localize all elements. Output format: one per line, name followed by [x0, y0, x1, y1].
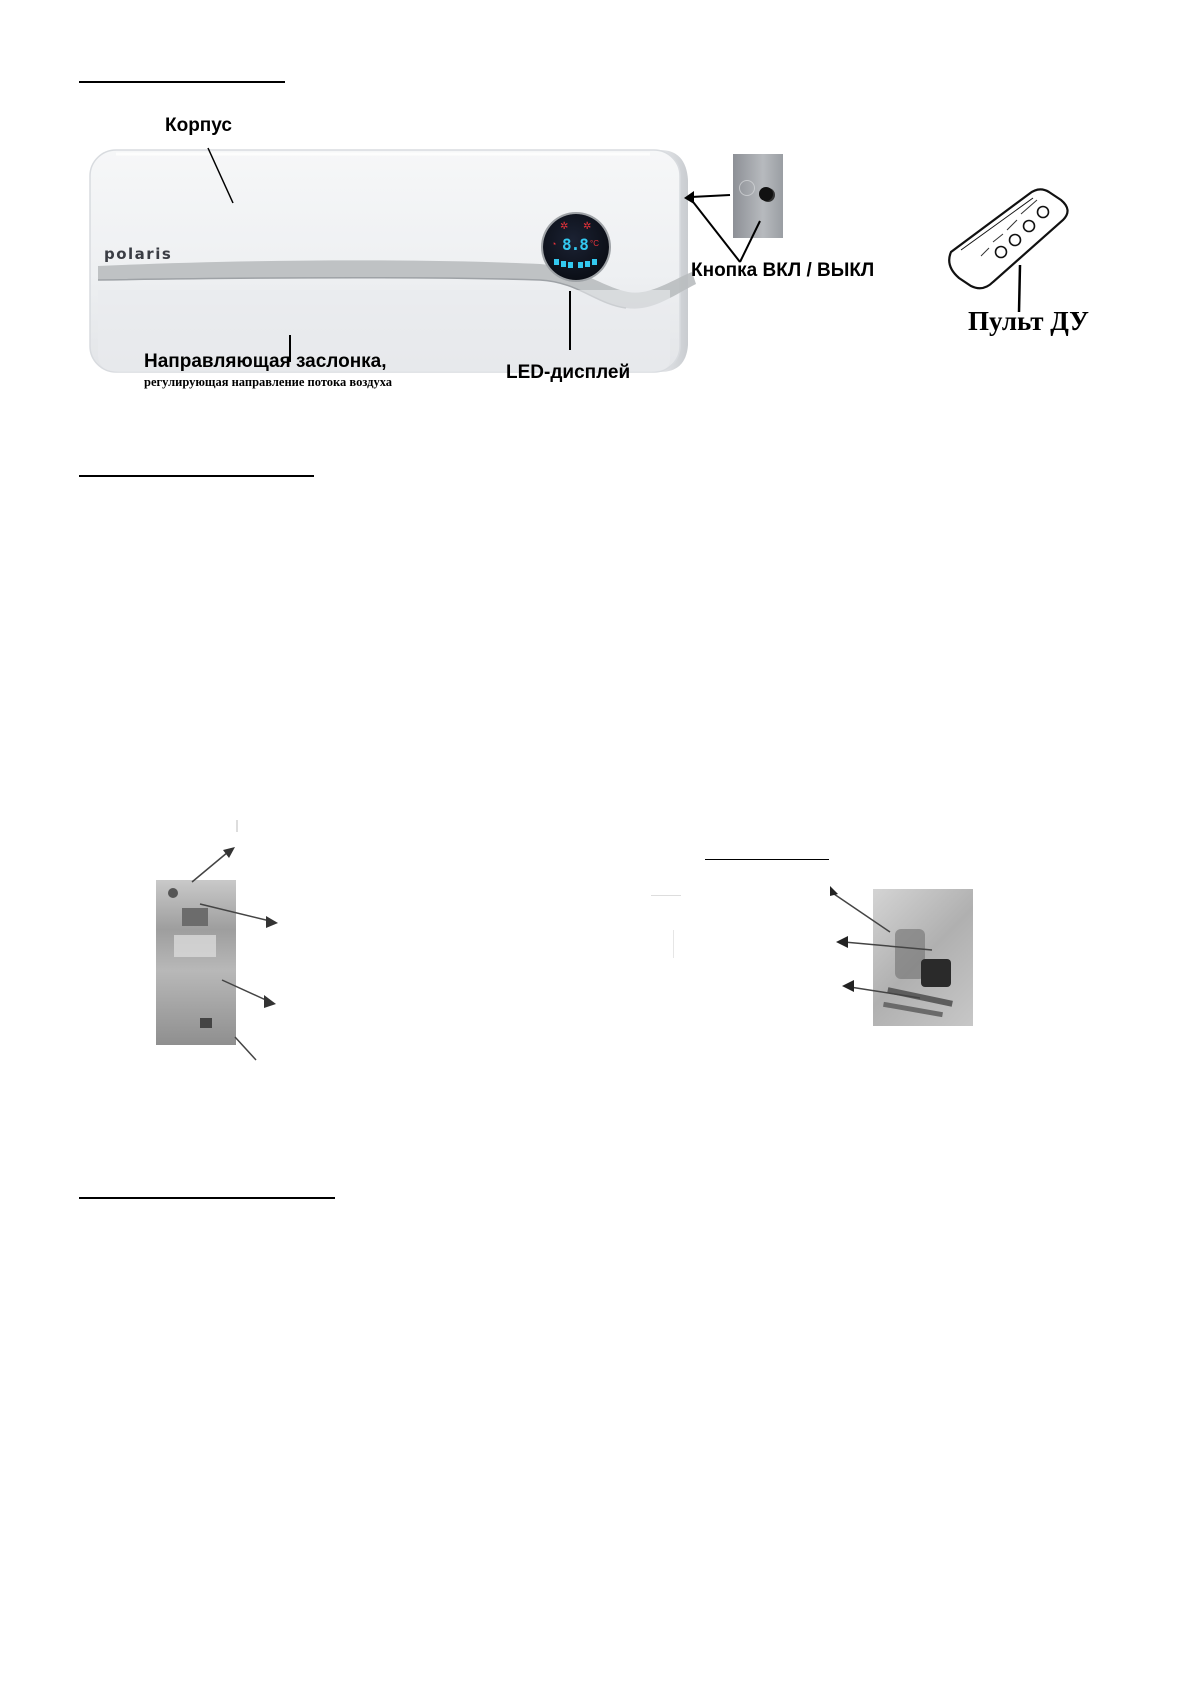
bracket-arrows: [140, 820, 460, 1080]
power-button-label: Кнопка ВКЛ / ВЫКЛ: [691, 260, 875, 281]
section-3-heading-underline: [79, 1197, 335, 1199]
accessories-heading-underline: [705, 859, 829, 860]
display-unit: °C: [590, 239, 599, 248]
faint-mark: [651, 895, 681, 896]
section-2-heading-underline: [79, 475, 314, 477]
housing-label: Корпус: [165, 115, 232, 136]
faint-mark: [673, 930, 674, 958]
heat-icon: ✲: [560, 221, 569, 232]
timer-icon: ◔: [551, 239, 557, 249]
display-value: 8.8: [562, 235, 588, 254]
led-display-label: LED-дисплей: [506, 362, 631, 383]
heat-icon-2: ✲: [583, 221, 592, 232]
louver-label: Направляющая заслонка,: [144, 351, 387, 372]
brand-logo: polaris: [104, 245, 173, 263]
louver-sublabel: регулирующая направление потока воздуха: [144, 375, 393, 389]
accessory-arrows: [820, 880, 980, 1040]
remote-label: Пульт ДУ: [968, 306, 1089, 336]
